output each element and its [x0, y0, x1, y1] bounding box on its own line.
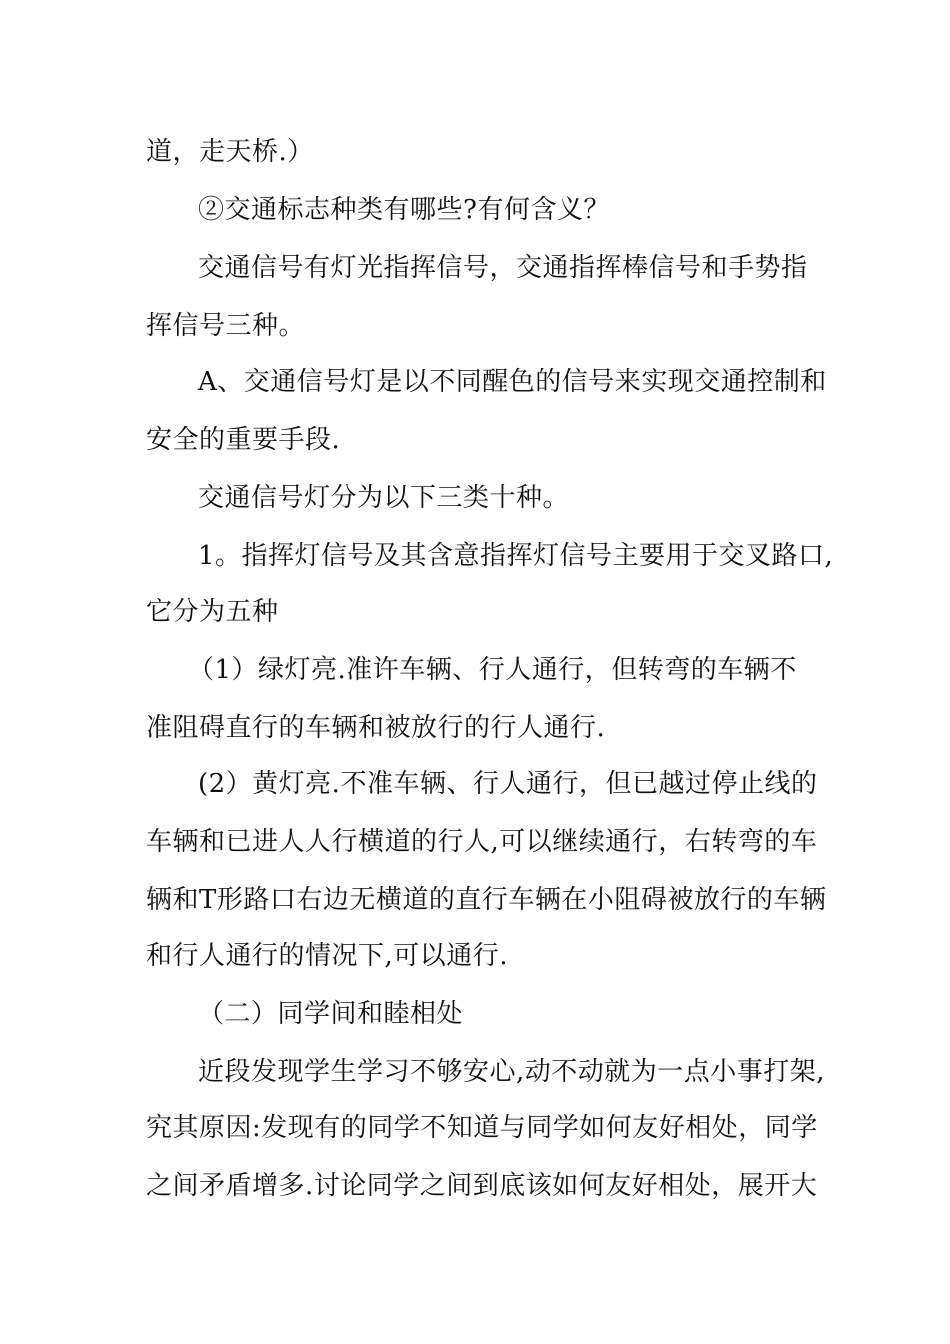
text-line-10: （1）绿灯亮.准许车辆、行人通行，但转弯的车辆不: [188, 655, 797, 685]
text-line-6: 安全的重要手段.: [146, 425, 341, 455]
text-line-18: 究其原因:发现有的同学不知道与同学如何友好相处，同学: [146, 1113, 818, 1143]
text-line-3: 交通信号有灯光指挥信号，交通指挥棒信号和手势指: [198, 253, 808, 283]
text-line-1: 道，走天桥.）: [146, 137, 314, 167]
text-line-2: ②交通标志种类有哪些?有何含义？: [198, 195, 610, 225]
text-line-17: 近段发现学生学习不够安心,动不动就为一点小事打架,: [198, 1057, 826, 1087]
text-line-16: （二）同学间和睦相处: [198, 999, 464, 1029]
text-line-11: 准阻碍直行的车辆和被放行的行人通行.: [146, 713, 606, 743]
text-line-14: 辆和T形路口右边无横道的直行车辆在小阻碍被放行的车辆: [146, 885, 827, 915]
text-line-8: 1。指挥灯信号及其含意指挥灯信号主要用于交叉路口,: [198, 541, 834, 571]
text-line-15: 和行人通行的情况下,可以通行.: [146, 941, 509, 971]
text-line-12: (2）黄灯亮.不准车辆、行人通行，但已越过停止线的: [198, 769, 818, 799]
text-line-9: 它分为五种: [146, 597, 279, 627]
text-line-5: A、交通信号灯是以不同醒色的信号来实现交通控制和: [198, 367, 827, 397]
text-line-19: 之间矛盾增多.讨论同学之间到底该如何友好相处，展开大: [146, 1171, 818, 1201]
text-line-4: 挥信号三种。: [146, 311, 306, 341]
text-line-7: 交通信号灯分为以下三类十种。: [198, 483, 570, 513]
text-line-13: 车辆和已进人人行横道的行人,可以继续通行，右转弯的车: [146, 827, 818, 857]
